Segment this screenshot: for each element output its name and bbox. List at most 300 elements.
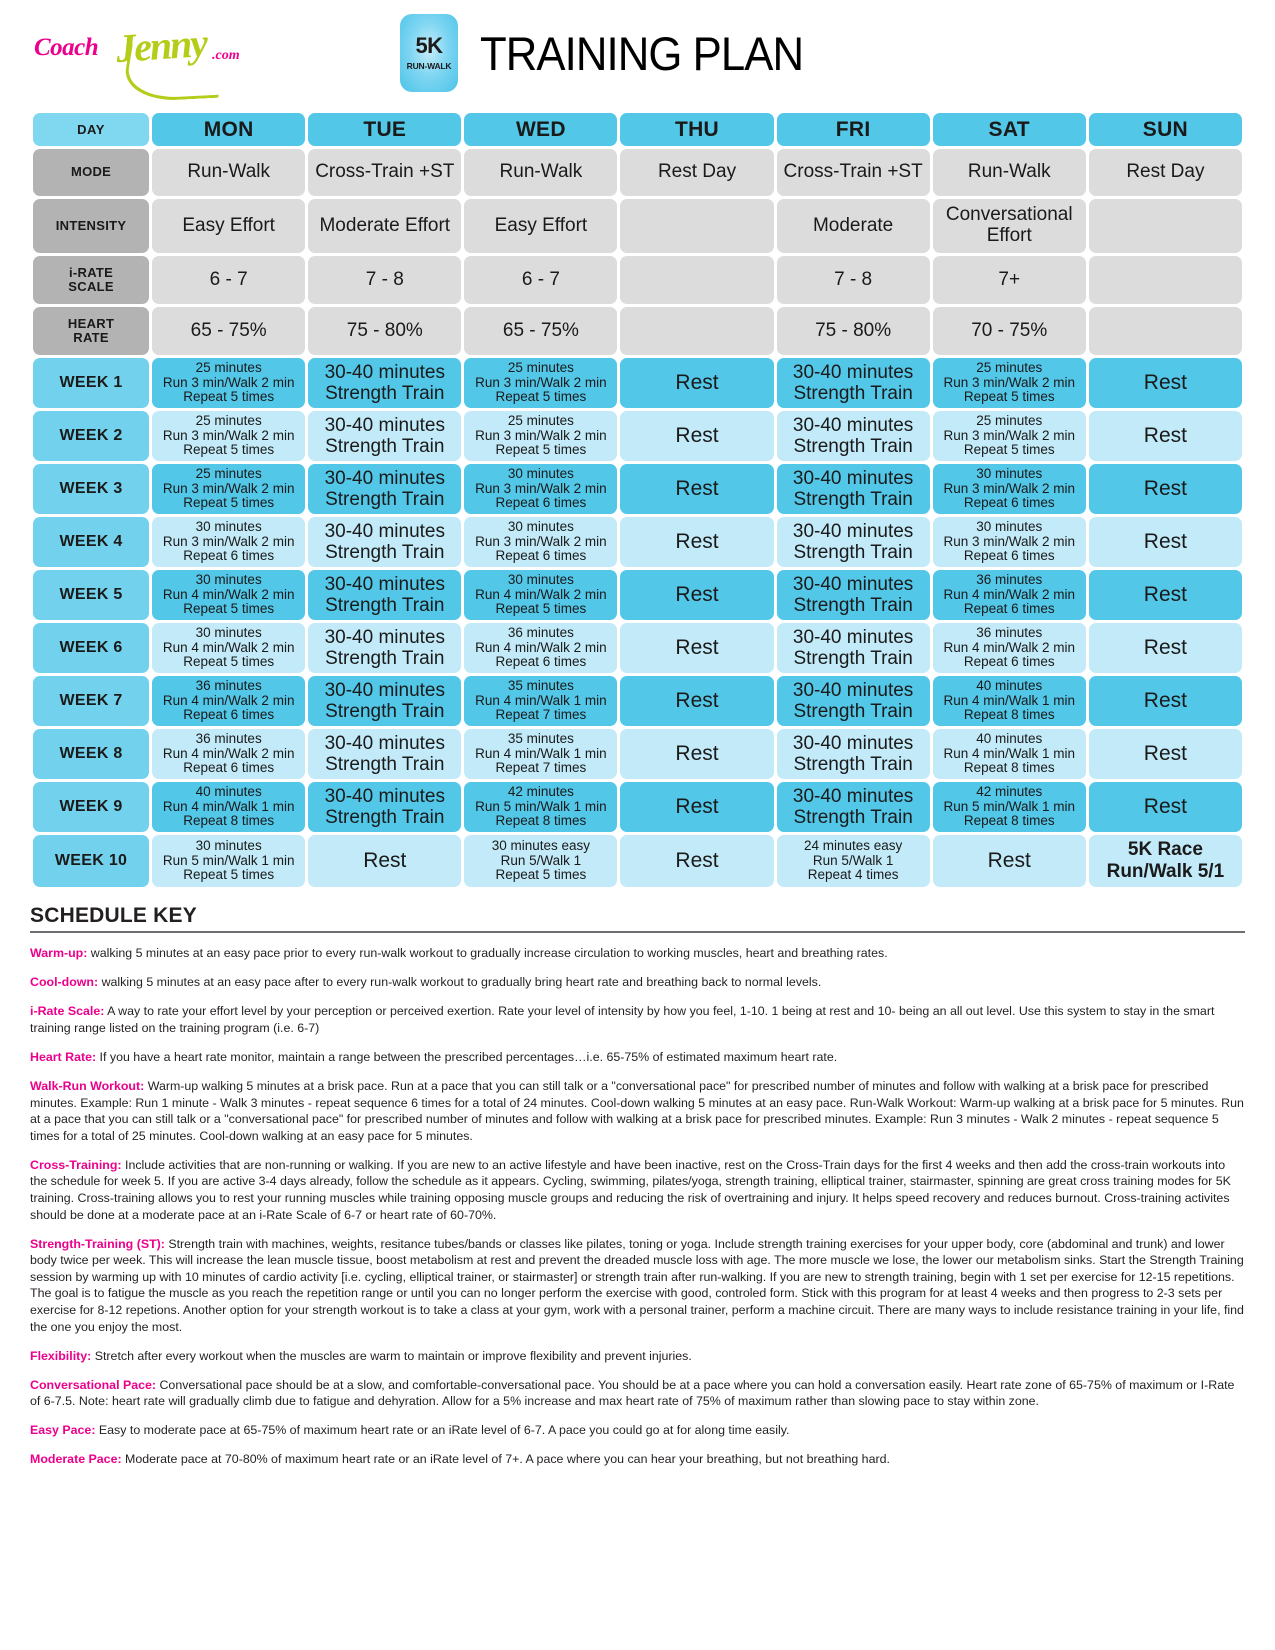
info-cell <box>933 256 1086 304</box>
workout-week10-tue[interactable] <box>308 835 461 887</box>
workout-week6-thu[interactable] <box>620 623 773 673</box>
workout-week7-fri[interactable] <box>777 676 930 726</box>
row-label-0: MODE <box>33 149 149 196</box>
workout-cell <box>152 623 305 673</box>
workout-line: Repeat 8 times <box>963 707 1055 723</box>
workout-line: Rest <box>675 689 719 713</box>
workout-cell <box>620 782 773 832</box>
workout-line: Repeat 5 times <box>963 389 1055 405</box>
workout-cell <box>308 782 461 832</box>
workout-line: 24 minutes easy <box>803 837 903 853</box>
info-cell-1-5: Conversational Effort <box>933 199 1086 253</box>
week-row <box>33 782 1242 832</box>
schedule-key-body: Conversational pace should be at a slow, and comfortable-conversational pace. You should be at a pace where you can hold a conversation easily. Heart rate zone of 65-75% of maximum or I-Rate of 6-7.5. Note: heart rate will gradually climb due to fatigue and dehyration. Allow for a 5% increase and max heart rate of 75% of maximum rather than slowing pace to stay within zone. <box>30 1377 1235 1409</box>
logo-dotcom-text: .com <box>212 48 240 63</box>
workout-cell <box>308 729 461 779</box>
workout-week9-sun[interactable] <box>1089 782 1242 832</box>
workout-line: 30 minutes <box>507 465 574 481</box>
workout-line: Run 4 min/Walk 2 min <box>162 745 295 761</box>
info-cell-2-1: 7 - 8 <box>308 256 461 304</box>
workout-week2-sat[interactable] <box>933 411 1086 461</box>
workout-cell <box>1089 464 1242 514</box>
workout-line: Run 3 min/Walk 2 min <box>943 480 1075 496</box>
workout-line: Run 5 min/Walk 1 min <box>162 852 295 868</box>
workout-cell <box>152 570 305 620</box>
info-cell-2-4: 7 - 8 <box>777 256 930 304</box>
info-row <box>33 307 1242 355</box>
workout-week7-thu[interactable] <box>620 676 773 726</box>
workout-week10-mon[interactable] <box>152 835 305 887</box>
schedule-key-item <box>30 945 1245 962</box>
workout-line: Run 4 min/Walk 2 min <box>475 586 607 602</box>
day-header-cell <box>308 113 461 146</box>
day-header-mon: MON <box>152 113 305 146</box>
week-label-cell <box>33 464 149 514</box>
workout-week9-mon[interactable] <box>152 782 305 832</box>
workout-cell <box>464 411 617 461</box>
info-cell-3-3 <box>620 307 773 355</box>
workout-line: 30-40 minutes <box>324 361 445 383</box>
row-label-cell <box>33 256 149 304</box>
week-label-8: WEEK 8 <box>33 729 149 779</box>
workout-line: Rest <box>1143 689 1187 713</box>
workout-line: Rest <box>1143 530 1187 554</box>
workout-week4-mon[interactable] <box>152 517 305 567</box>
workout-week6-sun[interactable] <box>1089 623 1242 673</box>
workout-line: Repeat 5 times <box>183 389 275 405</box>
workout-cell <box>933 517 1086 567</box>
workout-week7-sat[interactable] <box>933 676 1086 726</box>
workout-line: Rest <box>1143 795 1187 819</box>
info-cell-3-1: 75 - 80% <box>308 307 461 355</box>
row-label-line1: i-RATE <box>68 264 114 280</box>
workout-line: Repeat 5 times <box>495 389 587 405</box>
workout-week3-fri[interactable] <box>777 464 930 514</box>
workout-week8-sat[interactable] <box>933 729 1086 779</box>
info-cell-0-6: Rest Day <box>1089 149 1242 196</box>
workout-line: 30 minutes <box>195 837 262 853</box>
info-cell <box>152 307 305 355</box>
workout-week7-wed[interactable] <box>464 676 617 726</box>
schedule-key-term: i-Rate Scale: <box>30 1004 105 1019</box>
logo-jenny-text: Jenny <box>114 19 208 72</box>
workout-week3-sun[interactable] <box>1089 464 1242 514</box>
schedule-key-term: Strength-Training (ST): <box>30 1236 165 1251</box>
workout-line: Run 3 min/Walk 2 min <box>162 480 295 496</box>
info-cell <box>777 149 930 196</box>
workout-week8-thu[interactable] <box>620 729 773 779</box>
info-cell <box>933 307 1086 355</box>
workout-week7-tue[interactable] <box>308 676 461 726</box>
workout-week4-sun[interactable] <box>1089 517 1242 567</box>
workout-week2-tue[interactable] <box>308 411 461 461</box>
workout-line: 35 minutes <box>507 677 574 693</box>
workout-cell <box>464 676 617 726</box>
workout-cell <box>1089 676 1242 726</box>
workout-week8-tue[interactable] <box>308 729 461 779</box>
row-label-line1: HEART <box>67 315 115 331</box>
workout-week5-tue[interactable] <box>308 570 461 620</box>
workout-week3-sat[interactable] <box>933 464 1086 514</box>
week-label-10: WEEK 10 <box>33 835 149 887</box>
badge-mode-label: RUN-WALK <box>406 61 452 71</box>
workout-line: Strength Train <box>325 383 445 404</box>
info-row <box>33 149 1242 196</box>
workout-line: Run 3 min/Walk 2 min <box>162 374 295 390</box>
workout-line: Run 4 min/Walk 2 min <box>943 639 1075 655</box>
workout-line: Repeat 8 times <box>495 813 587 829</box>
workout-week1-wed[interactable] <box>464 358 617 408</box>
workout-week9-sat[interactable] <box>933 782 1086 832</box>
workout-line: Run 5 min/Walk 1 min <box>475 798 607 814</box>
workout-line: Strength Train <box>793 595 913 616</box>
workout-cell <box>777 517 930 567</box>
workout-week9-thu[interactable] <box>620 782 773 832</box>
row-label-line2: RATE <box>73 330 109 345</box>
training-plan-table <box>30 110 1245 890</box>
workout-week10-sat[interactable] <box>933 835 1086 887</box>
workout-week6-tue[interactable] <box>308 623 461 673</box>
week-row <box>33 570 1242 620</box>
workout-cell <box>308 411 461 461</box>
workout-line: 30 minutes easy <box>491 837 591 853</box>
workout-week8-mon[interactable] <box>152 729 305 779</box>
workout-week8-fri[interactable] <box>777 729 930 779</box>
workout-line: 30-40 minutes <box>792 679 914 701</box>
workout-line: 30-40 minutes <box>324 520 445 542</box>
info-cell-1-1: Moderate Effort <box>308 199 461 253</box>
workout-week3-mon[interactable] <box>152 464 305 514</box>
workout-week2-fri[interactable] <box>777 411 930 461</box>
workout-line: Rest <box>363 849 407 873</box>
workout-line: Repeat 6 times <box>183 548 275 564</box>
workout-cell <box>1089 782 1242 832</box>
week-label-cell <box>33 517 149 567</box>
workout-cell <box>152 782 305 832</box>
workout-line: Strength Train <box>793 436 913 457</box>
workout-week1-fri[interactable] <box>777 358 930 408</box>
schedule-key-body: If you have a heart rate monitor, maintain a range between the prescribed percentages…i.e. 65-75% of estimated maximum heart rate. <box>96 1050 838 1064</box>
workout-line: Repeat 5 times <box>495 442 587 458</box>
workout-week9-fri[interactable] <box>777 782 930 832</box>
workout-cell <box>152 517 305 567</box>
day-header-cell <box>777 113 930 146</box>
workout-line: 30-40 minutes <box>792 732 914 754</box>
workout-week6-wed[interactable] <box>464 623 617 673</box>
day-header-sun: SUN <box>1089 113 1242 146</box>
workout-line: 25 minutes <box>507 412 574 428</box>
workout-line: Repeat 6 times <box>495 654 587 670</box>
workout-cell <box>620 623 773 673</box>
info-cell <box>308 199 461 253</box>
workout-week1-sat[interactable] <box>933 358 1086 408</box>
workout-line: 30-40 minutes <box>792 573 914 595</box>
workout-week3-tue[interactable] <box>308 464 461 514</box>
week-label-7: WEEK 7 <box>33 676 149 726</box>
info-cell-1-0: Easy Effort <box>152 199 305 253</box>
day-header-thu: THU <box>620 113 773 146</box>
workout-line: 30 minutes <box>507 571 574 587</box>
workout-line: Run 4 min/Walk 1 min <box>475 745 607 761</box>
workout-week5-wed[interactable] <box>464 570 617 620</box>
workout-cell <box>152 729 305 779</box>
workout-cell <box>152 835 305 887</box>
workout-cell <box>308 517 461 567</box>
workout-week10-thu[interactable] <box>620 835 773 887</box>
workout-line: Rest <box>987 849 1031 873</box>
workout-line: Strength Train <box>325 807 445 828</box>
workout-line: 30 minutes <box>195 624 262 640</box>
workout-line: Strength Train <box>325 648 445 669</box>
workout-line: 5K Race <box>1127 838 1203 860</box>
workout-week7-mon[interactable] <box>152 676 305 726</box>
workout-line: Strength Train <box>793 701 913 722</box>
schedule-key-divider <box>30 931 1245 933</box>
logo-coach-text: Coach <box>34 34 99 61</box>
workout-week6-mon[interactable] <box>152 623 305 673</box>
workout-line: 30-40 minutes <box>792 520 914 542</box>
workout-cell <box>464 729 617 779</box>
workout-line: 30-40 minutes <box>324 414 445 436</box>
workout-week2-wed[interactable] <box>464 411 617 461</box>
week-label-cell <box>33 782 149 832</box>
schedule-key-term: Cool-down: <box>30 975 99 990</box>
workout-week5-mon[interactable] <box>152 570 305 620</box>
workout-week4-fri[interactable] <box>777 517 930 567</box>
workout-cell <box>777 729 930 779</box>
workout-week9-wed[interactable] <box>464 782 617 832</box>
workout-line: 30-40 minutes <box>792 785 914 807</box>
row-label-cell <box>33 149 149 196</box>
workout-line: 30-40 minutes <box>324 732 445 754</box>
workout-line: 30-40 minutes <box>324 573 445 595</box>
workout-line: Rest <box>1143 583 1187 607</box>
workout-line: 42 minutes <box>976 783 1043 799</box>
workout-week5-sun[interactable] <box>1089 570 1242 620</box>
day-header-fri: FRI <box>777 113 930 146</box>
workout-cell <box>308 623 461 673</box>
workout-cell <box>308 464 461 514</box>
workout-week2-thu[interactable] <box>620 411 773 461</box>
info-cell-0-2: Run-Walk <box>464 149 617 196</box>
workout-line: 25 minutes <box>195 412 262 428</box>
schedule-key-section <box>30 904 1245 1468</box>
workout-line: Repeat 5 times <box>183 495 275 511</box>
workout-line: Rest <box>675 849 719 873</box>
info-cell-2-0: 6 - 7 <box>152 256 305 304</box>
workout-line: 30 minutes <box>195 518 262 534</box>
workout-line: Repeat 8 times <box>963 813 1055 829</box>
workout-week1-sun[interactable] <box>1089 358 1242 408</box>
info-cell <box>464 149 617 196</box>
workout-line: 25 minutes <box>195 359 262 375</box>
workout-week3-wed[interactable] <box>464 464 617 514</box>
info-cell-0-3: Rest Day <box>620 149 773 196</box>
workout-line: 35 minutes <box>507 730 574 746</box>
workout-line: Run 4 min/Walk 2 min <box>943 586 1075 602</box>
schedule-key-item <box>30 974 1245 991</box>
schedule-key-item <box>30 1049 1245 1066</box>
workout-cell <box>933 411 1086 461</box>
workout-line: Run 4 min/Walk 2 min <box>162 586 295 602</box>
workout-week4-sat[interactable] <box>933 517 1086 567</box>
workout-line: Run 3 min/Walk 2 min <box>475 374 607 390</box>
workout-line: Repeat 6 times <box>183 707 275 723</box>
info-cell <box>152 199 305 253</box>
week-label-cell <box>33 570 149 620</box>
workout-line: Strength Train <box>325 436 445 457</box>
week-row <box>33 729 1242 779</box>
workout-line: Repeat 6 times <box>495 495 587 511</box>
workout-cell <box>1089 358 1242 408</box>
row-label-line2: SCALE <box>68 279 114 294</box>
table-header-row <box>33 113 1242 146</box>
workout-line: 30 minutes <box>195 571 262 587</box>
workout-week8-sun[interactable] <box>1089 729 1242 779</box>
workout-line: Run 3 min/Walk 2 min <box>162 533 295 549</box>
page-header <box>30 0 1245 108</box>
workout-week8-wed[interactable] <box>464 729 617 779</box>
workout-line: Strength Train <box>793 648 913 669</box>
workout-line: 25 minutes <box>195 465 262 481</box>
info-cell-0-5: Run-Walk <box>933 149 1086 196</box>
info-cell-2-2: 6 - 7 <box>464 256 617 304</box>
schedule-key-item <box>30 1348 1245 1365</box>
coachjenny-logo[interactable] <box>30 14 240 94</box>
workout-line: Rest <box>1143 477 1187 501</box>
workout-week7-sun[interactable] <box>1089 676 1242 726</box>
schedule-key-body: A way to rate your effort level by your perception or perceived exertion. Rate your level of intensity by how you feel, 1-10. 1 being at rest and 10- being an all out level. Use this system to stay in the smart training range listed on the training program (i.e. 6-7) <box>30 1004 1215 1035</box>
workout-week5-thu[interactable] <box>620 570 773 620</box>
info-cell <box>1089 199 1242 253</box>
week-label-cell <box>33 676 149 726</box>
workout-week4-wed[interactable] <box>464 517 617 567</box>
week-row <box>33 835 1242 887</box>
week-row <box>33 676 1242 726</box>
workout-line: 42 minutes <box>507 783 574 799</box>
workout-line: Repeat 8 times <box>183 813 275 829</box>
workout-cell <box>933 358 1086 408</box>
info-cell <box>933 149 1086 196</box>
week-row <box>33 623 1242 673</box>
workout-cell <box>620 517 773 567</box>
info-cell-2-3 <box>620 256 773 304</box>
info-cell <box>620 199 773 253</box>
logo-swash-flourish <box>120 39 227 103</box>
workout-line: Run 3 min/Walk 2 min <box>162 427 295 443</box>
schedule-key-body: Strength train with machines, weights, resitance tubes/bands or classes like pilates, toning or yoga. Include strength training exercises for your upper body, core (abdominal and trunk) and lower body twice per week. This will increase the lean muscle tissue, boost metabolism at rest and prevent the dreaded muscle loss with age. The more muscle we lose, the lower our metabolism sinks. Start the Strength Training session by warming up with 10 minutes of cardio activity [i.e. cycling, elliptical trainer, or stairmaster] or strength train after run-walking. If you are new to strength training, begin with 1 set per exercise for 12-15 repetitions. The goal is to fatigue the muscle as you reach the repetition range or until you can no longer perform the exercise with good, controled form. Stick with this program for at least 4 weeks and then progress to 2-3 sets per exercise for 8-12 repetions. Another option for your strength workout is to take a class at your gym, work with a personal trainer, perform a machine circuit. There are many ways to include resistance training in your life, find the one you enjoy the most. <box>30 1236 1244 1334</box>
workout-cell <box>1089 570 1242 620</box>
workout-line: Rest <box>675 583 719 607</box>
workout-week1-thu[interactable] <box>620 358 773 408</box>
schedule-key-item <box>30 1377 1245 1410</box>
workout-cell <box>777 411 930 461</box>
workout-week4-thu[interactable] <box>620 517 773 567</box>
workout-week3-thu[interactable] <box>620 464 773 514</box>
schedule-key-body: walking 5 minutes at an easy pace after to every run-walk workout to gradually bring heart rate and breathing back to normal levels. <box>98 975 822 990</box>
row-label-cell <box>33 307 149 355</box>
workout-line: 36 minutes <box>976 571 1043 587</box>
day-header-tue: TUE <box>308 113 461 146</box>
workout-week5-sat[interactable] <box>933 570 1086 620</box>
workout-line: Run 4 min/Walk 1 min <box>475 692 607 708</box>
workout-line: Run 4 min/Walk 2 min <box>475 639 607 655</box>
info-row <box>33 199 1242 253</box>
workout-week6-fri[interactable] <box>777 623 930 673</box>
schedule-key-term: Moderate Pace: <box>30 1452 122 1467</box>
workout-week2-sun[interactable] <box>1089 411 1242 461</box>
workout-line: Rest <box>675 371 719 395</box>
schedule-key-item <box>30 1157 1245 1223</box>
workout-line: 25 minutes <box>976 359 1043 375</box>
workout-line: 30 minutes <box>976 465 1043 481</box>
schedule-key-term: Cross-Training: <box>30 1157 122 1172</box>
workout-week4-tue[interactable] <box>308 517 461 567</box>
workout-week10-sun[interactable] <box>1089 835 1242 887</box>
title-group <box>400 14 827 92</box>
workout-line: Run/Walk 5/1 <box>1106 861 1225 882</box>
info-cell <box>464 307 617 355</box>
week-label-cell <box>33 411 149 461</box>
info-cell <box>777 199 930 253</box>
info-cell <box>308 256 461 304</box>
info-cell-0-0: Run-Walk <box>152 149 305 196</box>
info-row <box>33 256 1242 304</box>
schedule-key-body: Warm-up walking 5 minutes at a brisk pace. Run at a pace that you can still talk or a "conversational pace" for prescribed number of minutes and follow with walking at a brisk pace for prescribed minutes. Example: Run 1 minute - Walk 3 minutes - repeat sequence 6 times for a total of 24 minutes. Cool-down walking 5 minutes at an easy pace. Run-Walk Workout: Warm-up walking at a brisk pace for 5 minutes. Run at a pace that you can still talk or a "conversational pace" for prescribed number of minutes and follow with walking at a brisk pace for prescribed minutes. Example: Run 3 minutes - Walk 2 minutes - repeat sequence 5 times for a total of 25 minutes. Cool-down walking at an easy pace for 5 minutes. <box>30 1079 1244 1143</box>
workout-cell <box>152 676 305 726</box>
workout-week1-mon[interactable] <box>152 358 305 408</box>
workout-cell <box>933 729 1086 779</box>
info-cell <box>464 256 617 304</box>
week-label-cell <box>33 835 149 887</box>
workout-line: 30 minutes <box>507 518 574 534</box>
workout-cell <box>152 464 305 514</box>
workout-line: Run 5 min/Walk 1 min <box>943 798 1075 814</box>
info-cell <box>620 256 773 304</box>
workout-cell <box>933 464 1086 514</box>
workout-line: Run 5/Walk 1 <box>812 852 894 868</box>
workout-cell <box>620 570 773 620</box>
workout-week1-tue[interactable] <box>308 358 461 408</box>
row-label-1: INTENSITY <box>33 199 149 253</box>
workout-week2-mon[interactable] <box>152 411 305 461</box>
workout-cell <box>1089 517 1242 567</box>
info-cell <box>777 256 930 304</box>
day-header-cell <box>933 113 1086 146</box>
info-cell <box>308 149 461 196</box>
week-row <box>33 411 1242 461</box>
page-title: TRAINING PLAN <box>480 26 804 80</box>
workout-cell <box>464 623 617 673</box>
info-cell <box>308 307 461 355</box>
workout-line: Rest <box>675 530 719 554</box>
workout-week9-tue[interactable] <box>308 782 461 832</box>
workout-line: Repeat 5 times <box>183 654 275 670</box>
race-distance-badge <box>400 14 458 92</box>
info-cell-3-6 <box>1089 307 1242 355</box>
info-cell-3-0: 65 - 75% <box>152 307 305 355</box>
workout-cell <box>620 729 773 779</box>
schedule-key-body: Moderate pace at 70-80% of maximum heart rate or an iRate level of 7+. A pace where you can hear your breathing, but not breathing hard. <box>121 1452 890 1467</box>
workout-week6-sat[interactable] <box>933 623 1086 673</box>
day-header-wed: WED <box>464 113 617 146</box>
workout-week10-fri[interactable] <box>777 835 930 887</box>
day-header-cell <box>464 113 617 146</box>
workout-week5-fri[interactable] <box>777 570 930 620</box>
workout-week10-wed[interactable] <box>464 835 617 887</box>
workout-line: Repeat 6 times <box>963 495 1055 511</box>
workout-line: Rest <box>1143 742 1187 766</box>
